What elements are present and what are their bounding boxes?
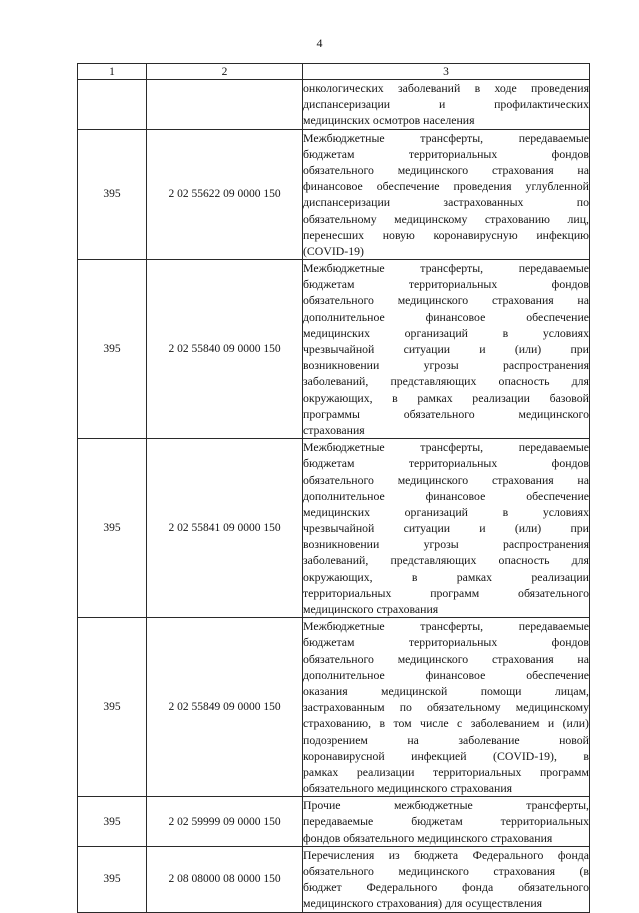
column-header-3: 3 (303, 64, 590, 80)
admin-code-cell (78, 80, 147, 130)
description-line: онкологических заболеваний в ходе проведения (303, 81, 589, 95)
description-line: окружающих, в рамках реализации базовой (303, 390, 589, 405)
description-line: медицинских осмотров населения (303, 113, 475, 128)
description-line: чрезвычайной ситуации и (или) при (303, 521, 589, 536)
table-header-row (78, 64, 590, 80)
column-header-1: 1 (78, 64, 147, 80)
budget-code-cell: 2 02 55622 09 0000 150 (147, 129, 303, 260)
admin-code-cell: 395 (78, 846, 147, 912)
description-cell (303, 618, 590, 797)
description-line: территориальных программ обязательного (303, 585, 589, 600)
description-line: передаваемые бюджетам территориальных (303, 814, 589, 829)
description-line: диспансеризации и профилактических (303, 97, 589, 112)
description-line: бюджетам территориальных фондов (303, 146, 589, 161)
description-line: заболеваний, представляющих опасность для (303, 374, 589, 389)
description-line: дополнительное финансовое обеспечение (303, 309, 589, 324)
table-row (78, 618, 590, 797)
description-cell (303, 846, 590, 912)
page-number: 4 (316, 36, 323, 50)
description-line: (COVID-19) (303, 243, 364, 258)
description-line: медицинских организаций в условиях (303, 325, 589, 340)
admin-code-cell: 395 (78, 129, 147, 260)
description-line: обязательного медицинского страхования на (303, 293, 589, 308)
description-cell (303, 260, 590, 439)
description-cell (303, 439, 590, 618)
column-header-2: 2 (147, 64, 303, 80)
description-line: страхованию, в том числе с заболеванием и (или) (303, 716, 589, 731)
admin-code-cell: 395 (78, 260, 147, 439)
description-line: бюджетам территориальных фондов (303, 277, 589, 292)
description-line: обязательного медицинского страхования (в (303, 864, 589, 878)
description-line: обязательного медицинского страхования на (303, 472, 589, 487)
description-line: застрахованным по обязательному медицинскому (303, 700, 589, 715)
description-line: заболеваний, представляющих опасность для (303, 553, 589, 568)
budget-code-cell (147, 80, 303, 130)
admin-code-cell: 395 (78, 618, 147, 797)
description-line: бюджет Федерального фонда обязательного (303, 880, 589, 895)
description-line: дополнительное финансовое обеспечение (303, 667, 589, 682)
admin-code-cell: 395 (78, 797, 147, 847)
description-line: Межбюджетные трансферты, передаваемые (303, 440, 589, 455)
description-line: фондов обязательного медицинского страхования (303, 830, 553, 845)
description-line: окружающих, в рамках реализации (303, 569, 589, 584)
description-cell (303, 129, 590, 260)
description-line: обязательного медицинского страхования (303, 781, 513, 796)
admin-code-cell: 395 (78, 439, 147, 618)
description-line: Межбюджетные трансферты, передаваемые (303, 619, 589, 634)
description-cell (303, 797, 590, 847)
description-line: бюджетам территориальных фондов (303, 635, 589, 650)
description-line: медицинского страхования) для осуществления (303, 896, 543, 911)
description-cell (303, 80, 590, 130)
budget-classification-table (77, 63, 590, 913)
table-row (78, 846, 590, 912)
description-line: медицинского страхования (303, 602, 439, 616)
description-line: возникновении угрозы распространения (303, 358, 589, 373)
description-line: коронавирусной инфекцией (COVID-19), в (303, 748, 589, 763)
table-row (78, 439, 590, 618)
table-row (78, 797, 590, 847)
description-line: обязательного медицинского страхования на (303, 651, 589, 666)
description-line: программы обязательного медицинского (303, 406, 589, 421)
description-line: медицинских организаций в условиях (303, 504, 589, 519)
description-line: перенесших новую коронавирусную инфекцию (303, 227, 589, 242)
description-line: дополнительное финансовое обеспечение (303, 488, 589, 503)
budget-code-cell: 2 02 59999 09 0000 150 (147, 797, 303, 847)
description-line: Межбюджетные трансферты, передаваемые (303, 261, 589, 276)
description-line: рамках реализации территориальных программ (303, 764, 589, 779)
description-line: диспансеризации застрахованных по (303, 195, 589, 210)
table-row (78, 260, 590, 439)
description-line: обязательному медицинскому страхованию лиц, (303, 211, 589, 226)
description-line: страхования (303, 422, 365, 437)
description-line: финансовое обеспечение проведения углубленной (303, 179, 589, 194)
budget-code-cell: 2 02 55841 09 0000 150 (147, 439, 303, 618)
description-line: возникновении угрозы распространения (303, 537, 589, 552)
table-row (78, 80, 590, 130)
description-line: подозрением на заболевание новой (303, 732, 589, 747)
budget-code-cell: 2 02 55849 09 0000 150 (147, 618, 303, 797)
description-line: обязательного медицинского страхования на (303, 162, 589, 177)
table-row (78, 129, 590, 260)
description-line: Прочие межбюджетные трансферты, (303, 798, 589, 813)
description-line: бюджетам территориальных фондов (303, 456, 589, 471)
budget-code-cell: 2 02 55840 09 0000 150 (147, 260, 303, 439)
budget-code-cell: 2 08 08000 08 0000 150 (147, 846, 303, 912)
description-line: чрезвычайной ситуации и (или) при (303, 342, 589, 356)
description-line: оказания медицинской помощи лицам, (303, 683, 589, 698)
description-line: Перечисления из бюджета Федерального фонда (303, 847, 589, 862)
description-line: Межбюджетные трансферты, передаваемые (303, 130, 589, 145)
